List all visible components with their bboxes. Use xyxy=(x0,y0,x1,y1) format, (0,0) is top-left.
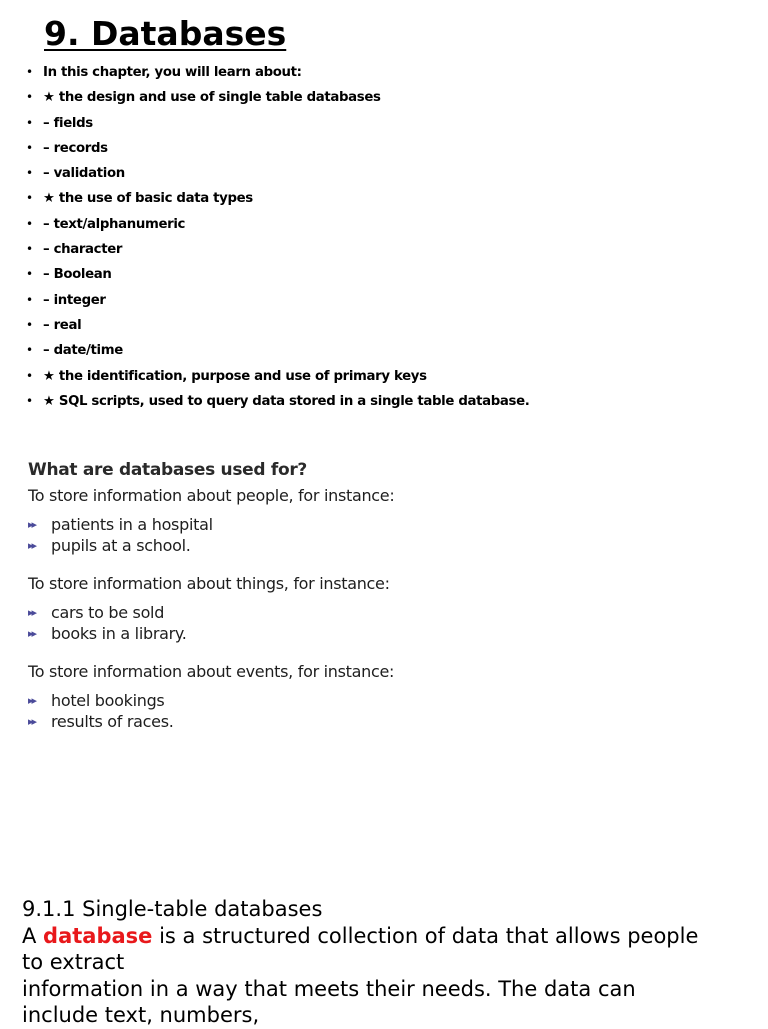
objective-item: • – fields xyxy=(26,111,529,136)
objective-item: • – date/time xyxy=(26,338,529,363)
chevron-double-right-icon: ▸▸ xyxy=(28,606,36,619)
definition-line: information in a way that meets their needs. The data can xyxy=(22,976,636,1001)
definition-line: to extract xyxy=(22,950,125,974)
objectives-list xyxy=(26,60,529,414)
list-item: ▸▸ pupils at a school. xyxy=(28,536,191,555)
usage-list xyxy=(28,690,508,732)
objective-item: • ★ the use of basic data types xyxy=(26,186,529,211)
bullet-icon: • xyxy=(26,292,33,307)
objective-item: • ★ the design and use of single table databases xyxy=(26,85,529,110)
chevron-double-right-icon: ▸▸ xyxy=(28,715,36,728)
chevron-double-right-icon: ▸▸ xyxy=(28,539,36,552)
bullet-icon: • xyxy=(26,267,33,282)
usage-heading: What are databases used for? xyxy=(28,460,307,480)
usage-intro: To store information about things, for instance: xyxy=(28,574,390,593)
objective-item: • – character xyxy=(26,237,529,262)
section-single-table xyxy=(22,896,762,1029)
bullet-icon: • xyxy=(26,90,33,105)
usage-list xyxy=(28,602,508,644)
objective-item: • ★ SQL scripts, used to query data stored in a single table database. xyxy=(26,389,529,414)
list-item: ▸▸ results of races. xyxy=(28,712,174,731)
chevron-double-right-icon: ▸▸ xyxy=(28,694,36,707)
bullet-icon: • xyxy=(26,393,33,408)
usage-list xyxy=(28,514,508,556)
bullet-icon: • xyxy=(26,115,33,130)
bullet-icon: • xyxy=(26,368,33,383)
objective-item: • – real xyxy=(26,313,529,338)
bullet-icon: • xyxy=(26,343,33,358)
objective-item: • – validation xyxy=(26,161,529,186)
bullet-icon: • xyxy=(26,65,33,79)
objective-item: • – text/alphanumeric xyxy=(26,212,529,237)
list-item: ▸▸ patients in a hospital xyxy=(28,515,213,534)
page-title: 9. Databases xyxy=(44,14,287,53)
objective-item: • – records xyxy=(26,136,529,161)
objective-item: • ★ the identification, purpose and use of primary keys xyxy=(26,364,529,389)
usage-intro: To store information about people, for instance: xyxy=(28,486,395,505)
bullet-icon: • xyxy=(26,317,33,332)
usage-intro: To store information about events, for instance: xyxy=(28,662,395,681)
bullet-icon: • xyxy=(26,242,33,257)
bullet-icon: • xyxy=(26,166,33,181)
objective-item: • In this chapter, you will learn about: xyxy=(26,60,529,85)
objective-item: • – Boolean xyxy=(26,262,529,287)
list-item: ▸▸ hotel bookings xyxy=(28,691,165,710)
database-term: database xyxy=(43,923,153,948)
definition-paragraph: A database is a structured collection of data that allows people xyxy=(22,923,699,948)
bullet-icon: • xyxy=(26,216,33,231)
list-item: ▸▸ cars to be sold xyxy=(28,603,165,622)
bullet-icon: • xyxy=(26,140,33,155)
list-item: ▸▸ books in a library. xyxy=(28,624,187,643)
chevron-double-right-icon: ▸▸ xyxy=(28,627,36,640)
objective-item: • – integer xyxy=(26,288,529,313)
definition-line: include text, numbers, xyxy=(22,1003,260,1027)
bullet-icon: • xyxy=(26,191,33,206)
chevron-double-right-icon: ▸▸ xyxy=(28,518,36,531)
databases-usage-figure xyxy=(28,456,508,732)
section-heading: 9.1.1 Single-table databases xyxy=(22,897,323,921)
